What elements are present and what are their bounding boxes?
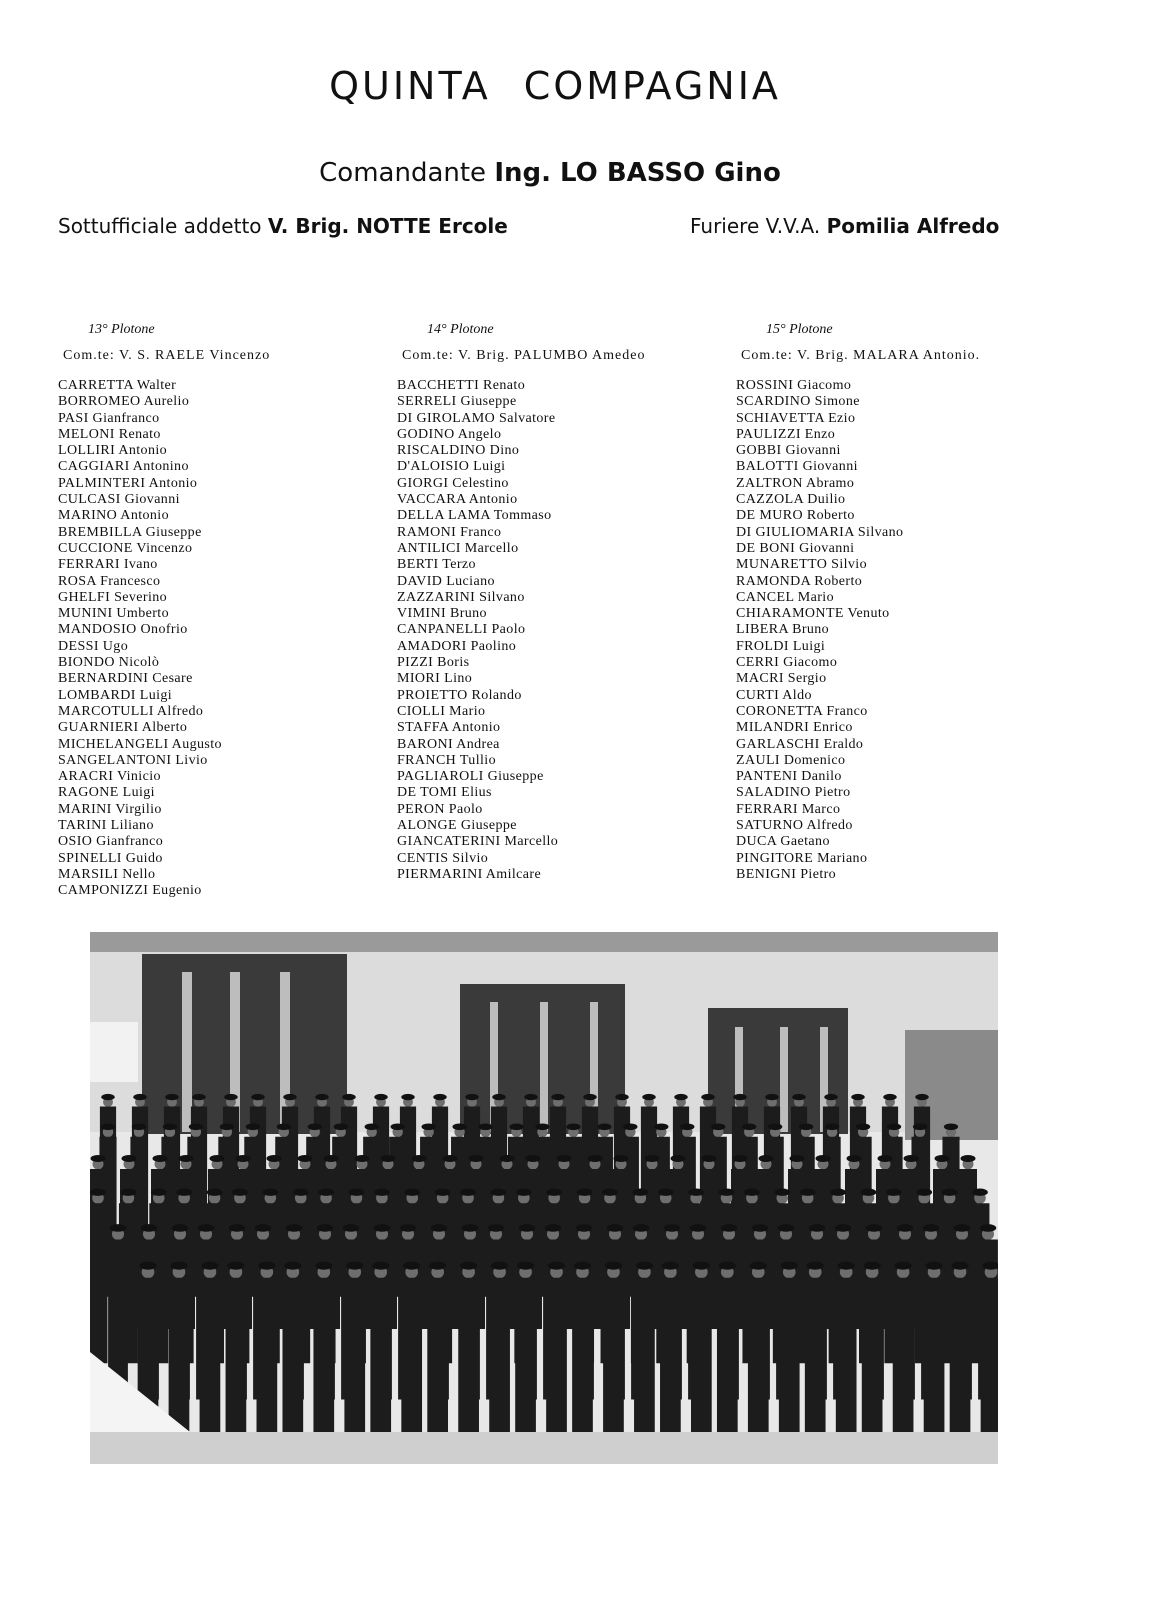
roster-entry: BREMBILLA Giuseppe	[58, 524, 202, 540]
roster-entry: PALMINTERI Antonio	[58, 475, 198, 491]
roster-entry: ROSSINI Giacomo	[736, 378, 852, 393]
roster-entry: CANCEL Mario	[736, 589, 834, 605]
platoon-14-column	[397, 322, 737, 883]
roster-entry: MACRI Sergio	[736, 671, 827, 687]
roster-entry: RAMONI Franco	[397, 524, 502, 540]
platoon-15-column	[736, 322, 1076, 883]
roster-entry: RISCALDINO Dino	[397, 443, 520, 459]
roster-entry: PERON Paolo	[397, 801, 483, 817]
roster-entry: BARONI Andrea	[397, 736, 500, 752]
roster-entry: TARINI Liliano	[58, 818, 154, 834]
platoon-13-column	[58, 322, 398, 900]
roster-entry: DI GIULIOMARIA Silvano	[736, 524, 904, 540]
roster-entry: CIOLLI Mario	[397, 703, 486, 719]
platoon-name: 14° Plotone	[427, 322, 494, 337]
roster-entry: ANTILICI Marcello	[397, 540, 519, 556]
platoon-commander: Com.te: V. Brig. PALUMBO Amedeo	[402, 348, 646, 363]
roster-entry: GHELFI Severino	[58, 589, 168, 605]
group-photo-image	[90, 932, 998, 1464]
roster-entry: ARACRI Vinicio	[58, 769, 161, 785]
roster-entry: PROIETTO Rolando	[397, 687, 522, 703]
roster-entry: DUCA Gaetano	[736, 834, 830, 850]
roster-entry: BERTI Terzo	[397, 557, 476, 573]
group-photo	[90, 932, 998, 1464]
roster-entry: VACCARA Antonio	[397, 492, 518, 508]
roster-entry: ROSA Francesco	[58, 573, 161, 589]
commander-name: Ing. LO BASSO Gino	[494, 158, 781, 188]
roster-entry: MARCOTULLI Alfredo	[58, 703, 204, 719]
roster-entry: LIBERA Bruno	[736, 622, 830, 638]
roster-entry: VIMINI Bruno	[397, 606, 487, 622]
roster-entry: ZALTRON Abramo	[736, 475, 855, 491]
roster-entry: GIORGI Celestino	[397, 475, 509, 491]
roster-entry: DE MURO Roberto	[736, 508, 855, 524]
roster-entry: GUARNIERI Alberto	[58, 720, 188, 736]
quartermaster-name: Pomilia Alfredo	[826, 214, 1000, 238]
roster-entry: PIZZI Boris	[397, 655, 470, 671]
roster-entry: LOLLIRI Antonio	[58, 443, 168, 459]
roster-entry: CAZZOLA Duilio	[736, 492, 846, 508]
roster-entry: SALADINO Pietro	[736, 785, 851, 801]
roster-entry: PAGLIAROLI Giuseppe	[397, 769, 544, 785]
roster-entry: RAMONDA Roberto	[736, 573, 863, 589]
roster-entry: DAVID Luciano	[397, 573, 495, 589]
roster-entry: SATURNO Alfredo	[736, 818, 853, 834]
roster-entry: ZAZZARINI Silvano	[397, 589, 525, 605]
roster-entry: BORROMEO Aurelio	[58, 394, 190, 410]
roster-entry: MUNARETTO Silvio	[736, 557, 867, 573]
roster-entry: BALOTTI Giovanni	[736, 459, 858, 475]
roster-entry: PAULIZZI Enzo	[736, 426, 836, 442]
page-title: QUINTA COMPAGNIA	[329, 64, 781, 108]
roster-entry: CHIARAMONTE Venuto	[736, 606, 890, 622]
roster-entry: AMADORI Paolino	[397, 638, 517, 654]
roster-entry: BERNARDINI Cesare	[58, 671, 193, 687]
roster-entry: MARSILI Nello	[58, 866, 156, 882]
roster-entry: CANPANELLI Paolo	[397, 622, 526, 638]
roster-entry: DESSI Ugo	[58, 638, 129, 654]
roster-entry: DI GIROLAMO Salvatore	[397, 410, 556, 426]
roster-entry: GARLASCHI Eraldo	[736, 736, 864, 752]
roster-entry: DELLA LAMA Tommaso	[397, 508, 552, 524]
roster-entry: ALONGE Giuseppe	[397, 818, 517, 834]
nco-name: V. Brig. NOTTE Ercole	[267, 214, 508, 238]
commander-label: Comandante	[319, 158, 487, 188]
roster-entry: MARINI Virgilio	[58, 801, 162, 817]
nco-line	[58, 214, 508, 238]
roster-entry: CAMPONIZZI Eugenio	[58, 883, 202, 899]
roster-entry: BACCHETTI Renato	[397, 378, 526, 393]
roster-entry: FROLDI Luigi	[736, 638, 826, 654]
roster-entry: GODINO Angelo	[397, 426, 502, 442]
roster-entry: MICHELANGELI Augusto	[58, 736, 222, 752]
platoon-commander: Com.te: V. S. RAELE Vincenzo	[63, 348, 271, 363]
roster-entry: SERRELI Giuseppe	[397, 394, 517, 410]
roster-entry: FERRARI Marco	[736, 801, 841, 817]
roster-entry: CUCCIONE Vincenzo	[58, 540, 193, 556]
roster-entry: CURTI Aldo	[736, 687, 812, 703]
roster-entry: PINGITORE Mariano	[736, 850, 868, 866]
roster-entry: CAGGIARI Antonino	[58, 459, 189, 475]
roster-entry: RAGONE Luigi	[58, 785, 155, 801]
roster-entry: CORONETTA Franco	[736, 703, 868, 719]
roster-entry: MIORI Lino	[397, 671, 473, 687]
platoon-roster	[58, 378, 398, 900]
roster-entry: CERRI Giacomo	[736, 655, 838, 671]
roster-entry: MELONI Renato	[58, 426, 161, 442]
nco-label: Sottufficiale addetto	[58, 214, 262, 238]
roster-entry: PANTENI Danilo	[736, 769, 842, 785]
roster-entry: SANGELANTONI Livio	[58, 752, 208, 768]
roster-entry: ZAULI Domenico	[736, 752, 846, 768]
roster-entry: PIERMARINI Amilcare	[397, 866, 542, 882]
platoon-name: 13° Plotone	[88, 322, 155, 337]
roster-entry: CULCASI Giovanni	[58, 492, 180, 508]
roster-entry: SCHIAVETTA Ezio	[736, 410, 856, 426]
roster-entry: DE BONI Giovanni	[736, 540, 855, 556]
roster-entry: OSIO Gianfranco	[58, 834, 164, 850]
roster-entry: SCARDINO Simone	[736, 394, 860, 410]
roster-entry: GOBBI Giovanni	[736, 443, 841, 459]
roster-entry: STAFFA Antonio	[397, 720, 501, 736]
quartermaster-label: Furiere V.V.A.	[690, 214, 821, 238]
platoon-roster	[397, 378, 737, 883]
roster-entry: CENTIS Silvio	[397, 850, 489, 866]
platoon-name: 15° Plotone	[766, 322, 833, 337]
roster-entry: GIANCATERINI Marcello	[397, 834, 559, 850]
roster-entry: MUNINI Umberto	[58, 606, 169, 622]
platoon-commander: Com.te: V. Brig. MALARA Antonio.	[741, 348, 981, 363]
roster-entry: DE TOMI Elius	[397, 785, 492, 801]
roster-entry: FRANCH Tullio	[397, 752, 496, 768]
roster-entry: SPINELLI Guido	[58, 850, 163, 866]
roster-entry: D'ALOISIO Luigi	[397, 459, 506, 475]
roster-entry: BIONDO Nicolò	[58, 655, 160, 671]
roster-entry: CARRETTA Walter	[58, 378, 177, 393]
quartermaster-line	[690, 214, 999, 238]
roster-entry: MANDOSIO Onofrio	[58, 622, 188, 638]
roster-entry: PASI Gianfranco	[58, 410, 160, 426]
roster-entry: BENIGNI Pietro	[736, 866, 837, 882]
roster-entry: MARINO Antonio	[58, 508, 169, 524]
company-commander	[0, 158, 1100, 188]
platoon-roster	[736, 378, 1076, 883]
roster-entry: MILANDRI Enrico	[736, 720, 853, 736]
roster-entry: FERRARI Ivano	[58, 557, 158, 573]
roster-entry: LOMBARDI Luigi	[58, 687, 173, 703]
